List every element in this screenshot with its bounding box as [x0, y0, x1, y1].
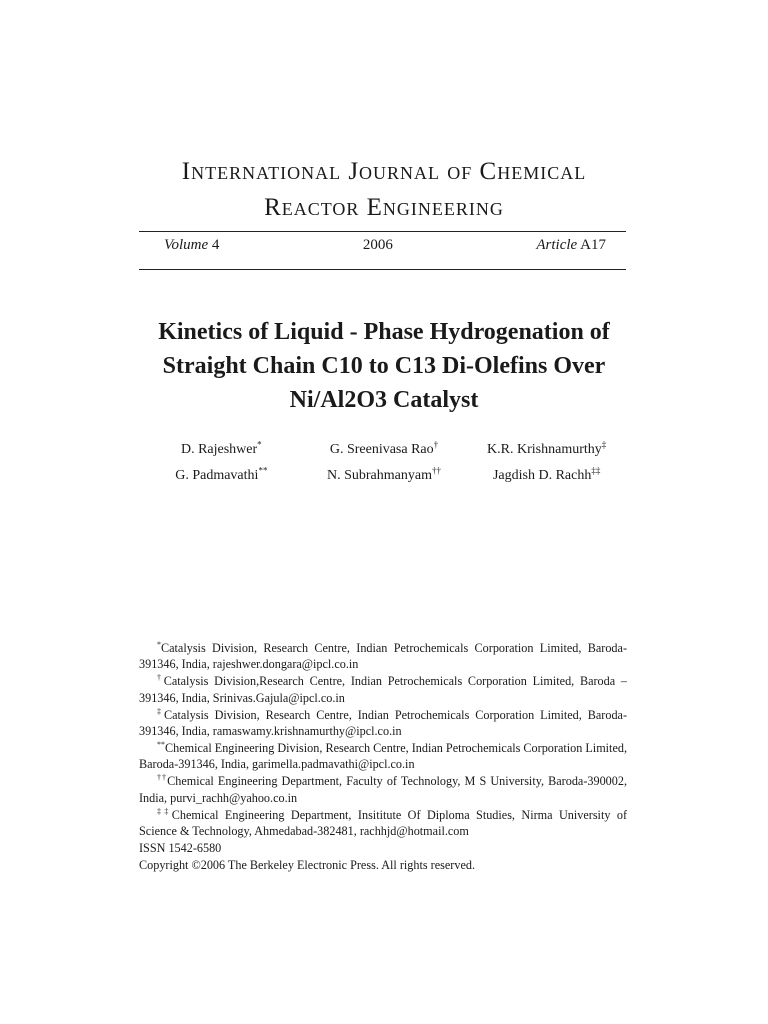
- journal-title: [0, 154, 768, 226]
- paper-title-line-3: Ni/Al2O3 Catalyst: [289, 387, 479, 413]
- article-number: Article A17: [536, 237, 606, 253]
- paper-title-line-2: Straight Chain C10 to C13 Di-Olefins Over: [162, 353, 606, 379]
- paper-title: [110, 315, 658, 417]
- paper-title-line-1: Kinetics of Liquid - Phase Hydrogenation of: [158, 319, 610, 345]
- author: N. Subrahmanyam††: [327, 465, 441, 483]
- author: G. Sreenivasa Rao†: [329, 439, 439, 457]
- author: Jagdish D. Rachh‡‡: [492, 465, 601, 483]
- affiliation-item: ††Chemical Engineering Department, Faculty of Technology, M S University, Baroda-390002, India, purvi_rachh@yahoo.co.in: [139, 773, 627, 805]
- author-list: [140, 439, 628, 484]
- author: G. Padmavathi**: [175, 465, 268, 483]
- top-rule: [139, 231, 626, 232]
- journal-title-line-1: International Journal of Chemical: [181, 158, 587, 185]
- copyright: Copyright ©2006 The Berkeley Electronic Press. All rights reserved.: [139, 857, 475, 872]
- affiliation-item: ‡‡Chemical Engineering Department, Insititute Of Diploma Studies, Nirma University of Science & Technology, Ahmedabad-382481, rachhjd@hotmail.com: [139, 806, 628, 838]
- affiliations: [139, 640, 627, 874]
- author: D. Rajeshwer*: [180, 439, 262, 457]
- bottom-rule: [139, 269, 626, 270]
- author: K.R. Krishnamurthy‡: [487, 439, 607, 457]
- affiliation-item: ‡Catalysis Division, Research Centre, Indian Petrochemicals Corporation Limited, Baroda-391346, India, ramaswamy.krishnamurthy@ipcl.co.in: [139, 706, 628, 739]
- year: 2006: [362, 237, 393, 253]
- affiliation-item: †Catalysis Division,Research Centre, Indian Petrochemicals Corporation Limited, Baroda – 391346, India, Srinivas.Gajula@ipcl.co.in: [139, 673, 627, 705]
- affiliation-item: **Chemical Engineering Division, Research Centre, Indian Petrochemicals Corporation Limited, Baroda-391346, India, garimella.padmavathi@ipcl.co.in: [139, 739, 627, 772]
- volume: Volume 4: [164, 237, 220, 253]
- affiliation-item: *Catalysis Division, Research Centre, Indian Petrochemicals Corporation Limited, Baroda-391346, India, rajeshwer.dongara@ipcl.co.in: [139, 639, 627, 672]
- issn: ISSN 1542-6580: [139, 840, 222, 855]
- journal-title-line-2: Reactor Engineering: [264, 194, 504, 221]
- issue-meta: [164, 237, 606, 254]
